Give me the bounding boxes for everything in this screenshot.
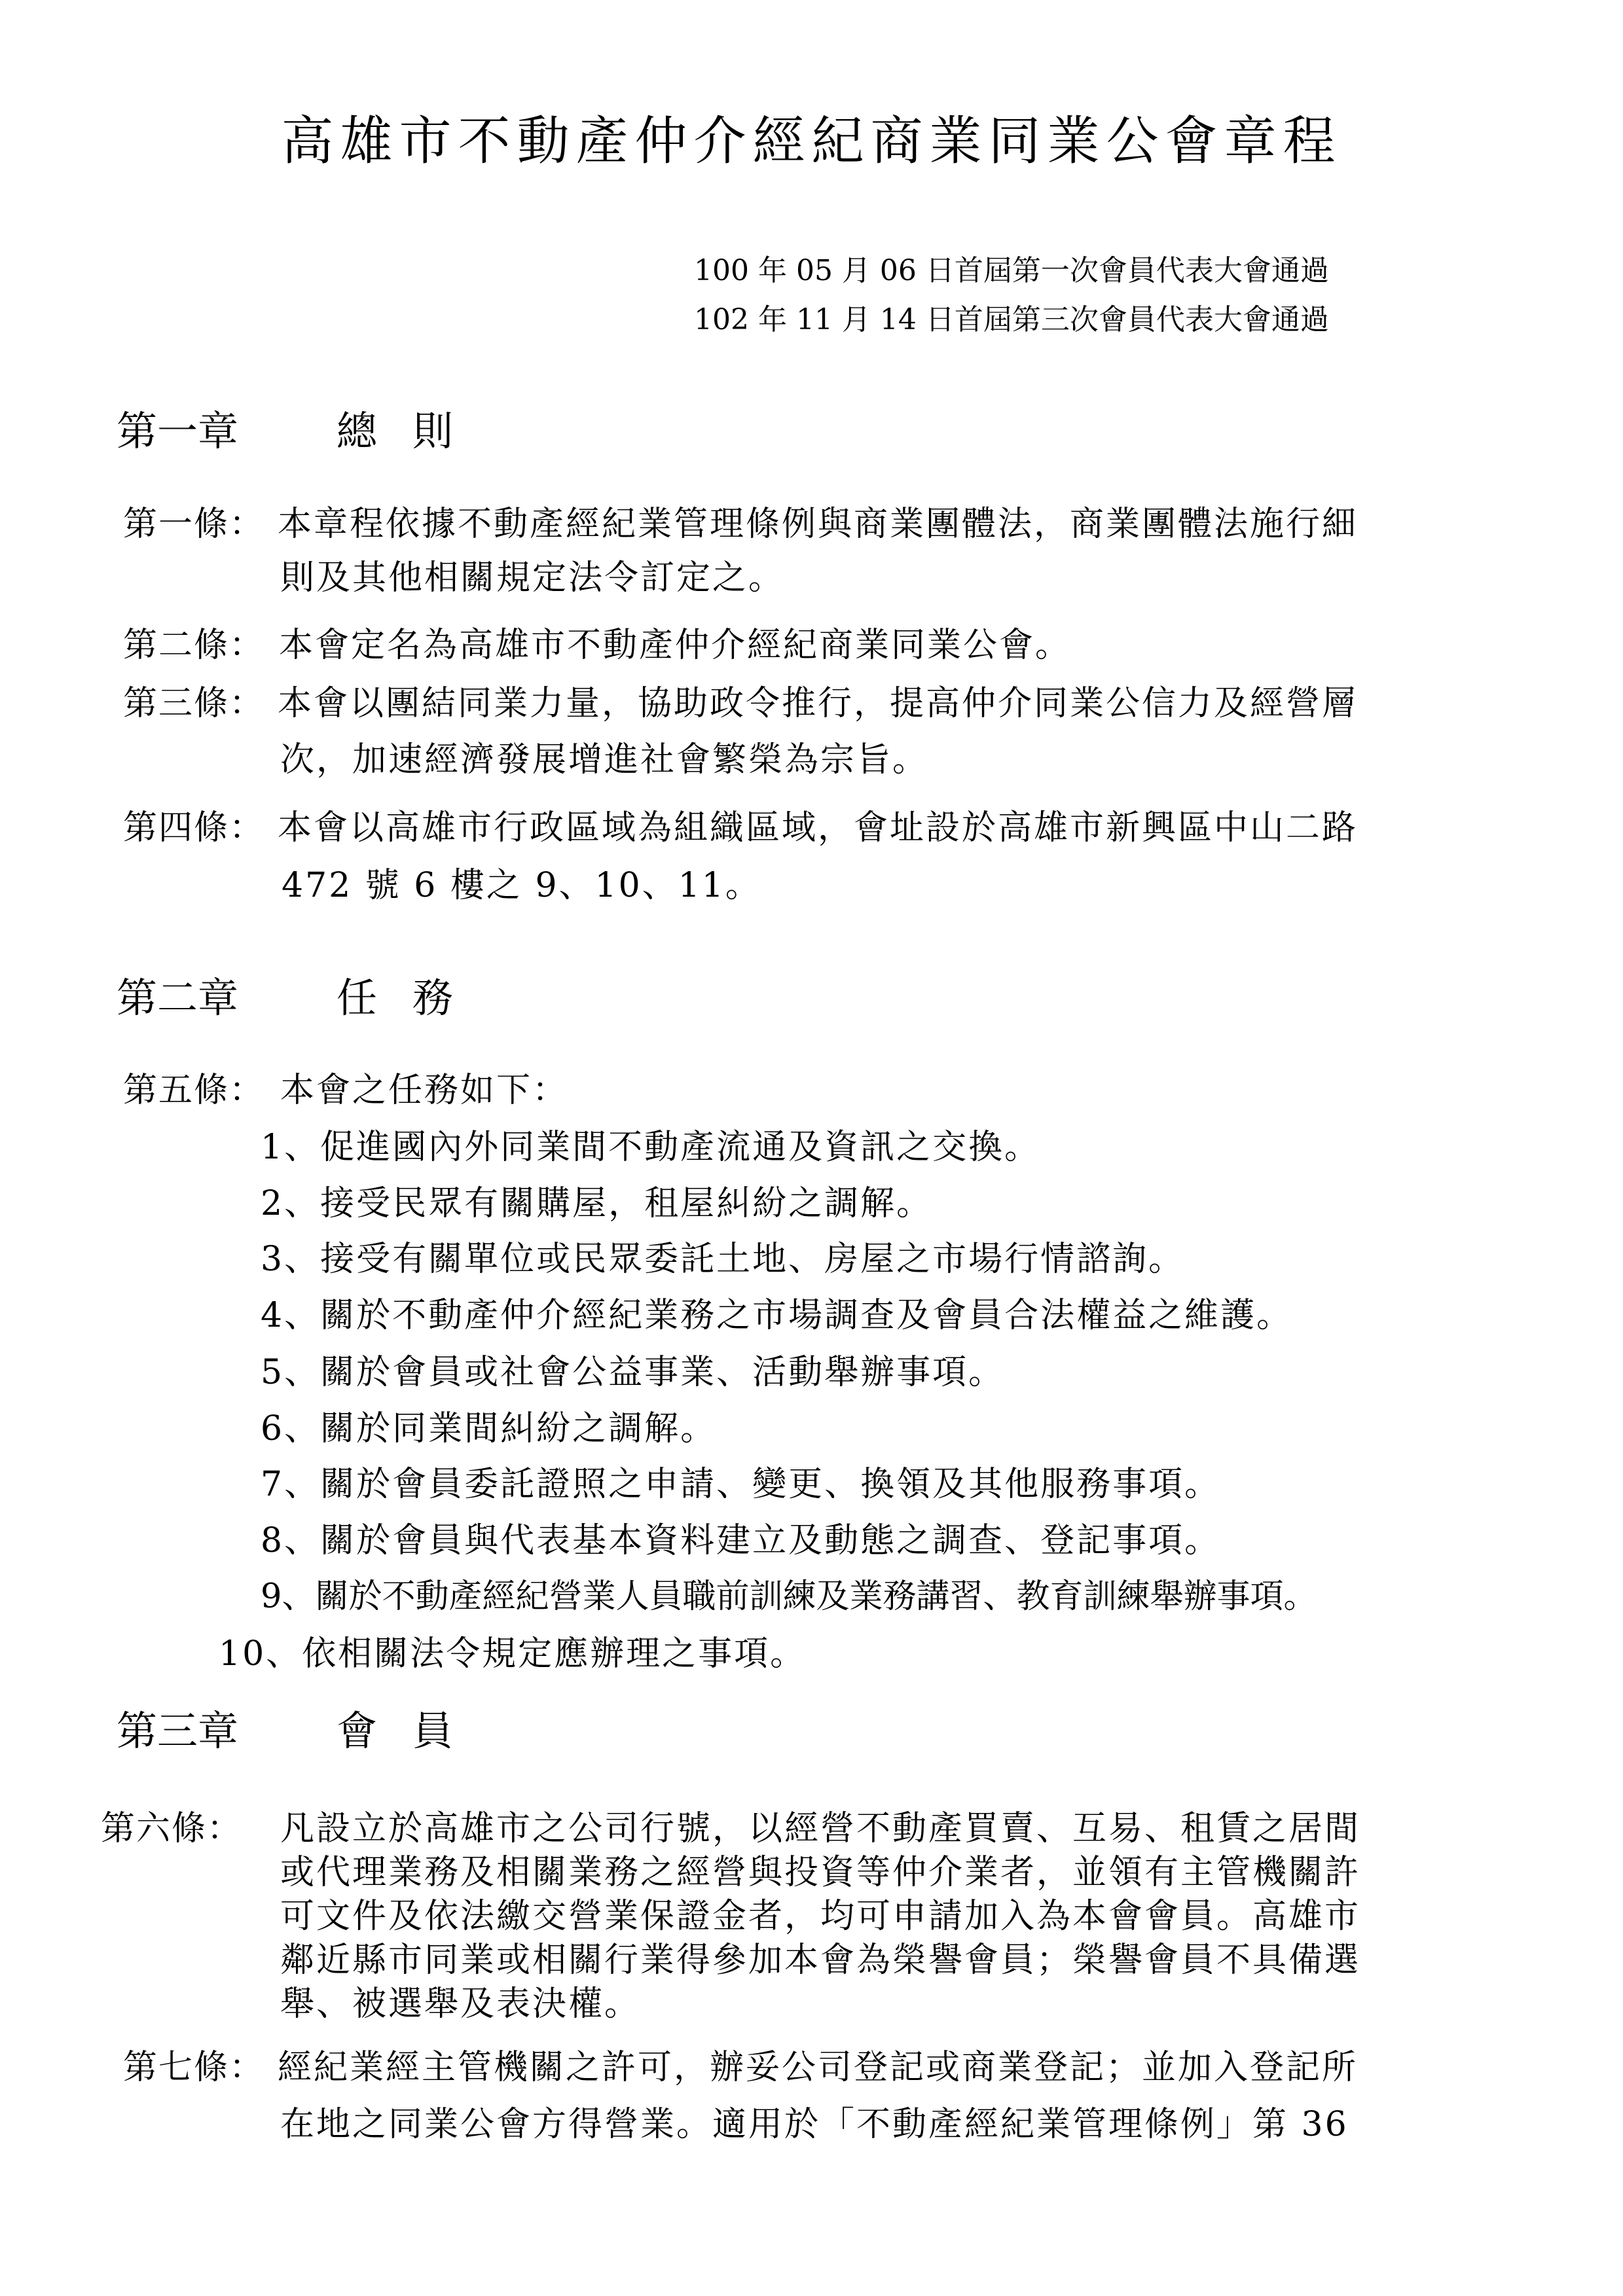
chapter-label: 第一章 [117,407,239,455]
article-text: 或代理業務及相關業務之經營與投資等仲介業者，並領有主管機關許 [280,1853,1361,1892]
article-text: 舉、被選舉及表決權。 [280,1984,641,2024]
document-title: 高雄市不動產仲介經紀商業同業公會章程 [281,111,1342,171]
article-text: 凡設立於高雄市之公司行號，以經營不動產買賣、互易、租賃之居間 [280,1809,1361,1848]
list-item: 5、關於會員或社會公益事業、活動舉辦事項。 [261,1353,1005,1392]
amendment-note: 100 年 05 月 06 日首屆第一次會員代表大會通過 [694,254,1329,287]
article-text: 經紀業經主管機關之許可，辦妥公司登記或商業登記；並加入登記所 [278,2048,1359,2087]
article-label: 第三條： [123,684,265,723]
amendment-note: 102 年 11 月 14 日首屆第三次會員代表大會通過 [694,303,1329,336]
chapter-heading [117,407,489,456]
chapter-label: 第三章 [117,1707,239,1755]
chapter-name: 會員 [337,1707,489,1755]
chapter-name: 任務 [337,974,489,1022]
list-item: 10、依相關法令規定應辦理之事項。 [219,1634,807,1674]
list-item: 1、促進國內外同業間不動產流通及資訊之交換。 [261,1128,1041,1167]
article-label: 第一條： [123,505,265,544]
list-item: 2、接受民眾有關購屋，租屋糾紛之調解。 [261,1184,933,1223]
list-item: 8、關於會員與代表基本資料建立及動態之調查、登記事項。 [261,1521,1221,1560]
article-text: 本會以高雄市行政區域為組織區域，會址設於高雄市新興區中山二路 [278,808,1359,848]
article-text: 本會定名為高雄市不動產仲介經紀商業同業公會。 [279,626,1072,665]
article-text: 次，加速經濟發展增進社會繁榮為宗旨。 [280,740,929,780]
article-text: 472 號 6 樓之 9、10、11。 [282,866,761,905]
chapter-heading [117,1707,489,1755]
article-label: 第二條： [123,626,265,665]
list-item: 6、關於同業間糾紛之調解。 [261,1409,717,1448]
chapter-name: 總則 [337,407,489,455]
article-text: 本會以團結同業力量，協助政令推行，提高仲介同業公信力及經營層 [278,684,1359,723]
article-text: 可文件及依法繳交營業保證金者，均可申請加入為本會會員。高雄市 [280,1897,1361,1936]
list-item: 9、關於不動產經紀營業人員職前訓練及業務講習、教育訓練舉辦事項。 [261,1577,1317,1616]
chapter-label: 第二章 [117,974,239,1022]
article-text: 本章程依據不動產經紀業管理條例與商業團體法，商業團體法施行細 [278,505,1359,544]
article-label: 第七條： [123,2048,265,2087]
list-item: 7、關於會員委託證照之申請、變更、換領及其他服務事項。 [261,1465,1221,1504]
article-label: 第四條： [123,808,265,848]
article-text: 在地之同業公會方得營業。適用於「不動產經紀業管理條例」第 36 [280,2105,1349,2144]
article-text: 本會之任務如下： [280,1071,569,1110]
article-label: 第五條： [123,1071,265,1110]
chapter-heading [117,974,489,1022]
list-item: 4、關於不動產仲介經紀業務之市場調查及會員合法權益之維護。 [261,1296,1293,1335]
list-item: 3、接受有關單位或民眾委託土地、房屋之市場行情諮詢。 [261,1240,1185,1279]
article-text: 鄰近縣市同業或相關行業得參加本會為榮譽會員；榮譽會員不具備選 [280,1941,1361,1980]
article-label: 第六條： [101,1809,243,1848]
article-text: 則及其他相關規定法令訂定之。 [280,558,785,598]
